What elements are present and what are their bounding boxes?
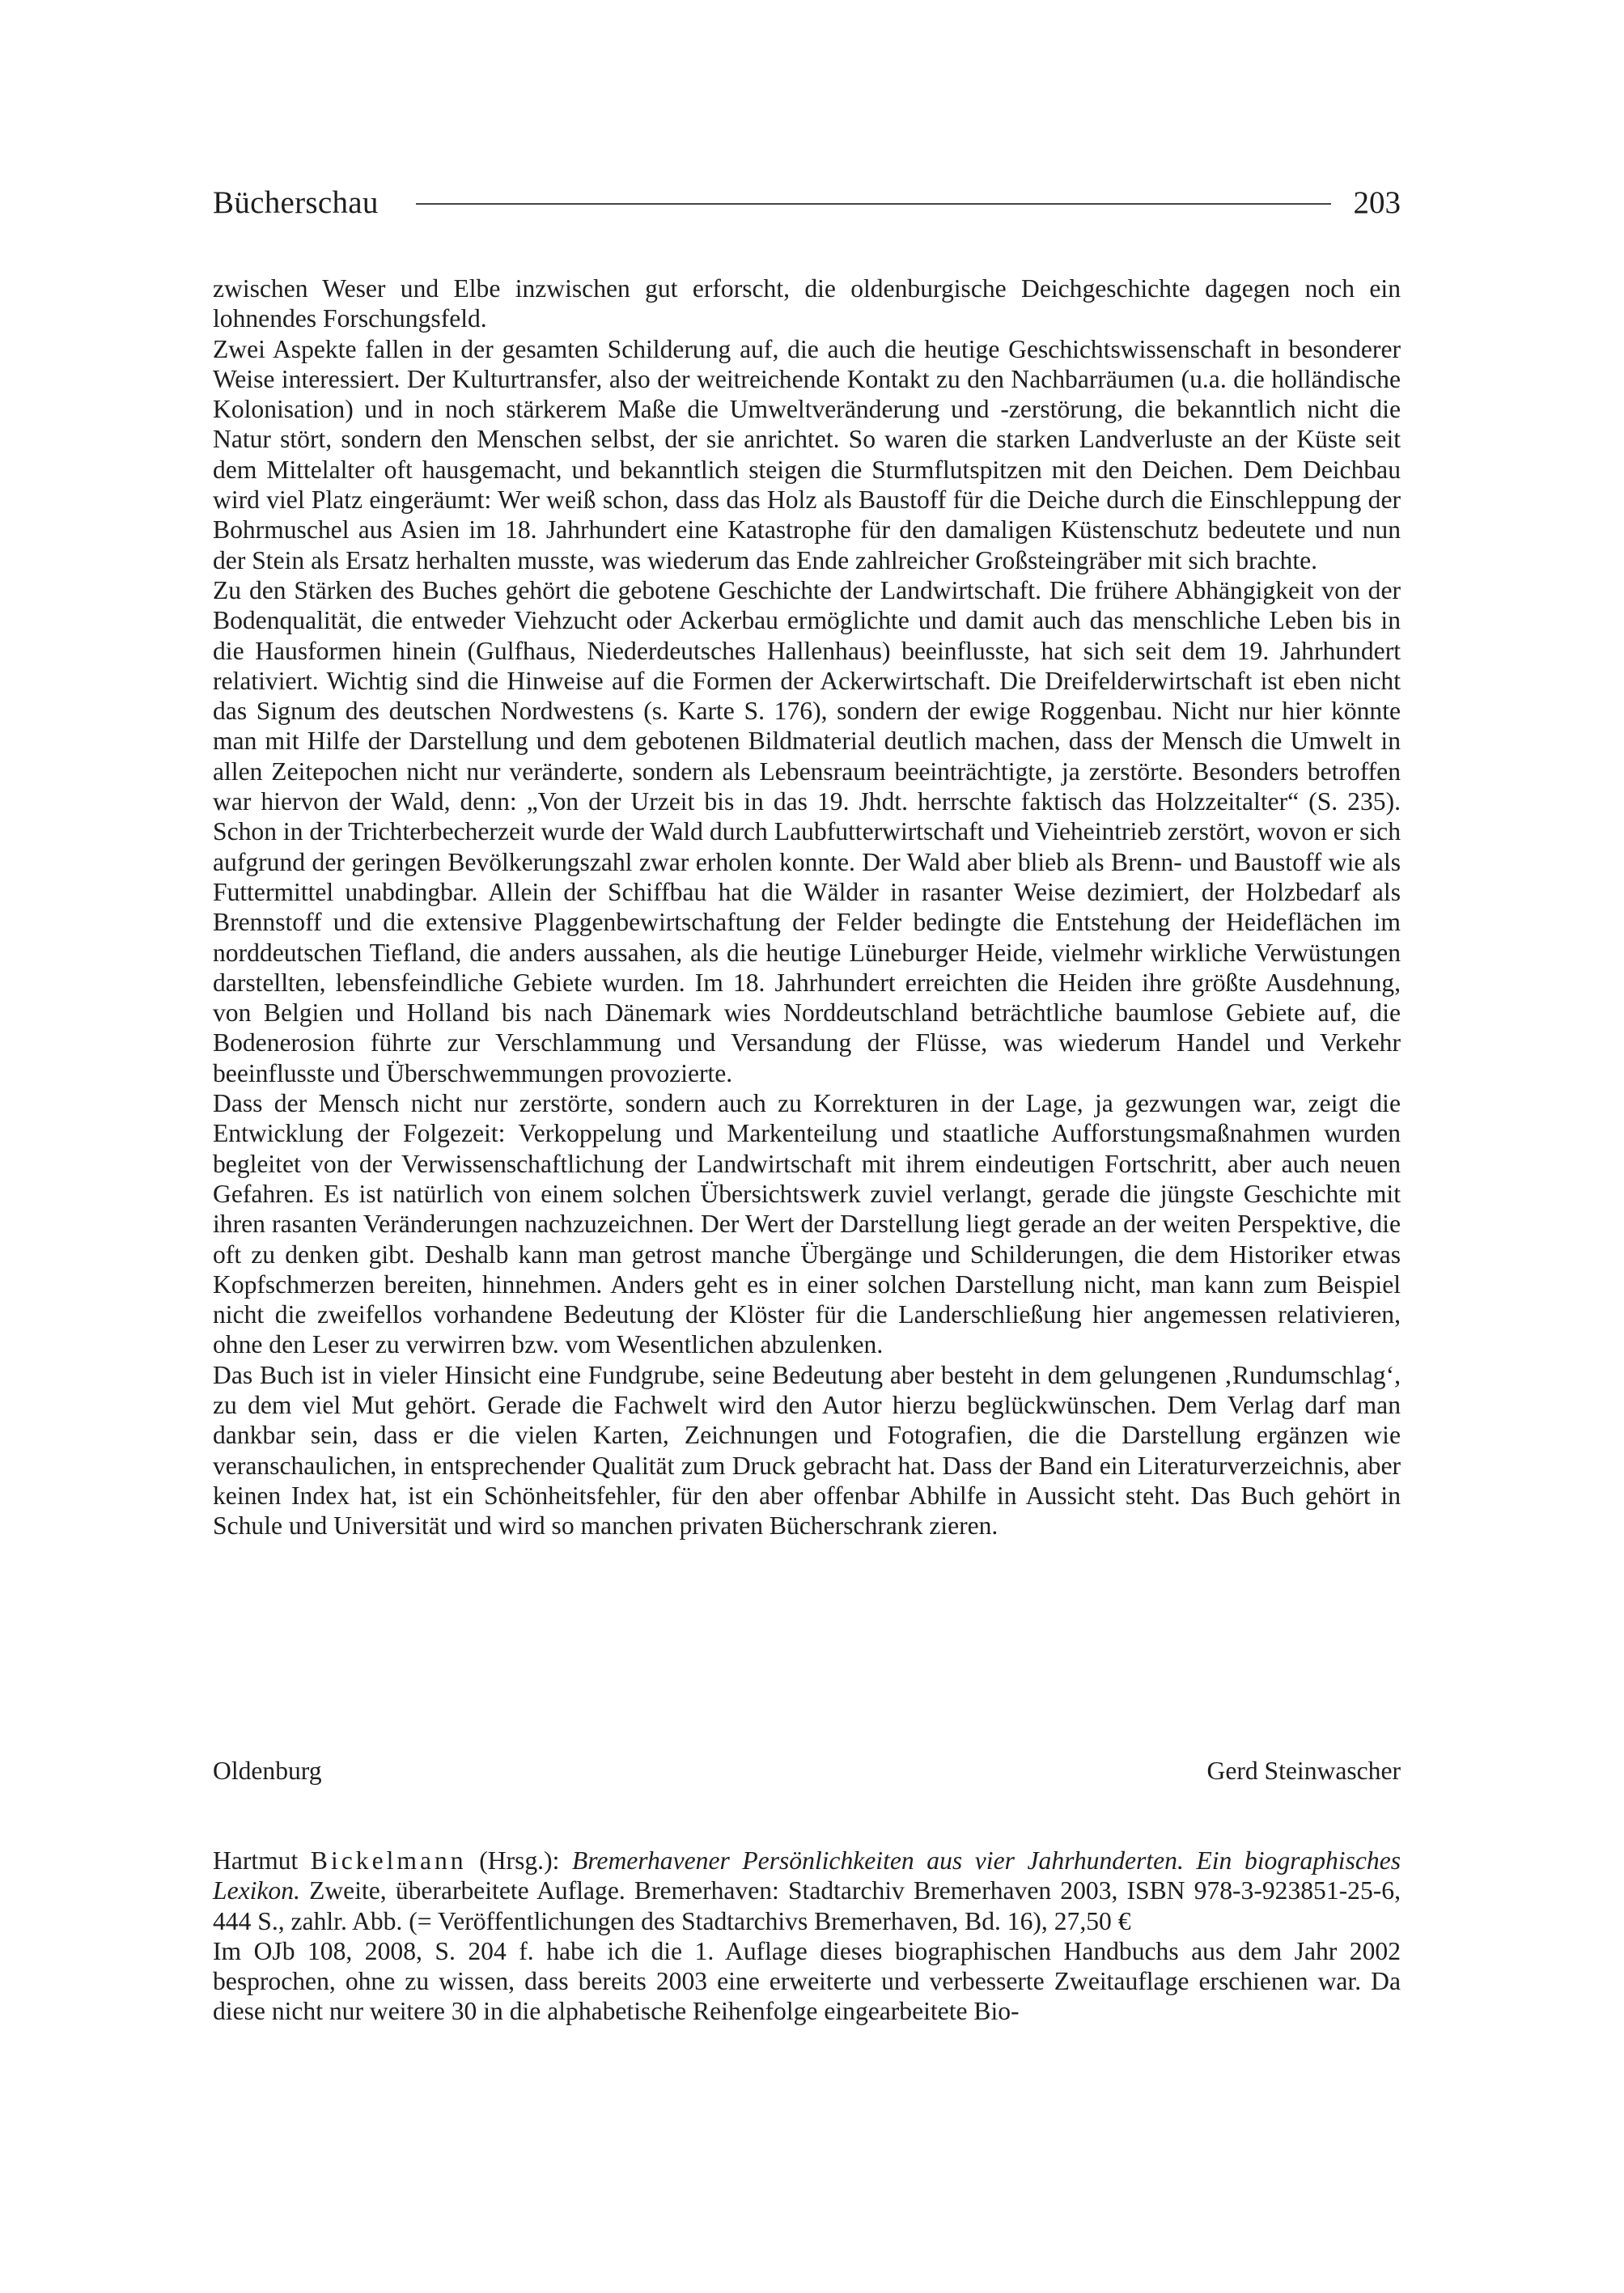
paragraph: Im OJb 108, 2008, S. 204 f. habe ich die 1. Auflage dieses biographischen Handbuchs aus dem Jahr 2002 besprochen, ohne zu wissen, dass bereits 2003 eine erweiterte und verbesserte Zweitauflage erschienen war. Da diese nicht nur weitere 30 in die alphabetische Reihenfolge eingearbeitete Bio- bbox=[213, 1936, 1401, 2026]
paragraph: Dass der Mensch nicht nur zerstörte, sondern auch zu Korrekturen in der Lage, ja gezwungen war, zeigt die Entwicklung der Folgezeit: Verkoppelung und Markenteilung und staatliche Aufforstungsmaßnahmen wurden begleitet von der Verwissenschaftlichung der Landwirtschaft mit ihrem eindeutigen Fortschritt, aber auch neuen Gefahren. Es ist natürlich von einem solchen Übersichtswerk zuviel verlangt, gerade die jüngste Geschichte mit ihren rasanten Veränderungen nachzuzeichnen. Der Wert der Darstellung liegt gerade an der weiten Perspektive, die oft zu denken gibt. Deshalb kann man getrost manche Übergänge und Schilderungen, die dem Historiker etwas Kopfschmerzen bereiten, hinnehmen. Anders geht es in einer solchen Darstellung nicht, man kann zum Beispiel nicht die zweifellos vorhandene Bedeutung der Klöster für die Landerschließung hier angemessen relativieren, ohne den Leser zu verwirren bzw. vom Wesentlichen abzulenken. bbox=[213, 1089, 1401, 1359]
editor-note: (Hrsg.): bbox=[479, 1846, 560, 1875]
review-body bbox=[213, 273, 1401, 1541]
review-signature bbox=[213, 1756, 1401, 1786]
paragraph: zwischen Weser und Elbe inzwischen gut erforscht, die oldenburgische Deichgeschichte dagegen noch ein lohnendes Forschungsfeld. bbox=[213, 274, 1401, 333]
paragraph: Zwei Aspekte fallen in der gesamten Schilderung auf, die auch die heutige Geschichtswissenschaft in besonderer Weise interessiert. Der Kulturtransfer, also der weitreichende Kontakt zu den Nachbarräumen (u.a. die holländische Kolonisation) und in noch stärkerem Maße die Umweltveränderung und -zerstörung, die bekanntlich nicht die Natur stört, sondern den Menschen selbst, der sie anrichtet. So waren die starken Landverluste an der Küste seit dem Mittelalter oft hausgemacht, und bekanntlich steigen die Sturmflutspitzen mit den Deichen. Dem Deichbau wird viel Platz eingeräumt: Wer weiß schon, dass das Holz als Baustoff für die Deiche durch die Einschleppung der Bohrmuschel aus Asien im 18. Jahrhundert eine Katastrophe für den damaligen Küstenschutz bedeutete und nun der Stein als Ersatz herhalten musste, was wiederum das Ende zahlreicher Großsteingräber mit sich brachte. bbox=[213, 334, 1401, 574]
author-last-name: Bickelmann bbox=[310, 1846, 467, 1875]
signature-place: Oldenburg bbox=[213, 1757, 322, 1785]
bibliographic-details: Zweite, überarbeitete Auflage. Bremerhaven: Stadtarchiv Bremerhaven 2003, ISBN 978-3-923851-25-6, 444 S., zahlr. Abb. (= Veröffentlichungen des Stadtarchivs Bremerhaven, Bd. 16), 27,50 € bbox=[213, 1876, 1401, 1935]
next-review bbox=[213, 1846, 1401, 2027]
running-header bbox=[213, 178, 1401, 227]
bibliographic-entry bbox=[213, 1846, 1401, 1936]
reviewer-name: Gerd Steinwascher bbox=[1206, 1757, 1401, 1785]
book-title: Bremerhavener Persönlichkeiten aus vier Jahrhunderten. Ein biographisches Lexikon. bbox=[213, 1846, 1401, 1905]
paragraph: Zu den Stärken des Buches gehört die gebotene Geschichte der Landwirtschaft. Die frühere Abhängigkeit von der Bodenqualität, die entweder Viehzucht oder Ackerbau ermöglichte und damit auch das menschliche Leben bis in die Hausformen hinein (Gulfhaus, Niederdeutsches Hallenhaus) beeinflusste, hat sich seit dem 19. Jahrhundert relativiert. Wichtig sind die Hinweise auf die Formen der Ackerwirtschaft. Die Dreifelderwirtschaft ist eben nicht das Signum des deutschen Nordwestens (s. Karte S. 176), sondern der ewige Roggenbau. Nicht nur hier könnte man mit Hilfe der Darstellung und dem gebotenen Bildmaterial deutlich machen, dass der Mensch die Umwelt in allen Zeitepochen nicht nur veränderte, sondern als Lebensraum beeinträchtigte, ja zerstörte. Besonders betroffen war hiervon der Wald, denn: „Von der Urzeit bis in das 19. Jhdt. herrschte faktisch das Holzzeitalter“ (S. 235). Schon in der Trichterbecherzeit wurde der Wald durch Laubfutterwirtschaft und Vieheintrieb zerstört, wovon er sich aufgrund der geringen Bevölkerungszahl zwar erholen konnte. Der Wald aber blieb als Brenn- und Baustoff wie als Futtermittel unabdingbar. Allein der Schiffbau hat die Wälder in rasanter Weise dezimiert, der Holzbedarf als Brennstoff und die extensive Plaggenbewirtschaftung der Felder bedingte die Entstehung der Heideflächen im norddeutschen Tiefland, die anders aussahen, als die heutige Lüneburger Heide, vielmehr wirkliche Verwüstungen darstellten, lebensfeindliche Gebiete wurden. Im 18. Jahrhundert erreichten die Heiden ihre größte Ausdehnung, von Belgien und Holland bis nach Dänemark wies Norddeutschland beträchtliche baumlose Gebiete auf, die Bodenerosion führte zur Verschlammung und Versandung der Flüsse, was wiederum Handel und Verkehr beeinflusste und Überschwemmungen provozierte. bbox=[213, 575, 1401, 1087]
header-rule bbox=[416, 203, 1331, 205]
paragraph: Das Buch ist in vieler Hinsicht eine Fundgrube, seine Bedeutung aber besteht in dem gelungenen ‚Rundumschlag‘, zu dem viel Mut gehört. Gerade die Fachwelt wird den Autor hierzu beglückwünschen. Dem Verlag darf man dankbar sein, dass er die vielen Karten, Zeichnungen und Fotografien, die die Darstellung ergänzen wie veranschaulichen, in entsprechender Qualität zum Druck gebracht hat. Dass der Band ein Literaturverzeichnis, aber keinen Index hat, ist ein Schönheitsfehler, für den aber offenbar Abhilfe in Aussicht steht. Das Buch gehört in Schule und Universität und wird so manchen privaten Bücherschrank zieren. bbox=[213, 1360, 1401, 1541]
running-title: Bücherschau bbox=[213, 184, 379, 220]
page-number: 203 bbox=[1353, 184, 1401, 220]
author-first-name: Hartmut bbox=[213, 1846, 299, 1875]
